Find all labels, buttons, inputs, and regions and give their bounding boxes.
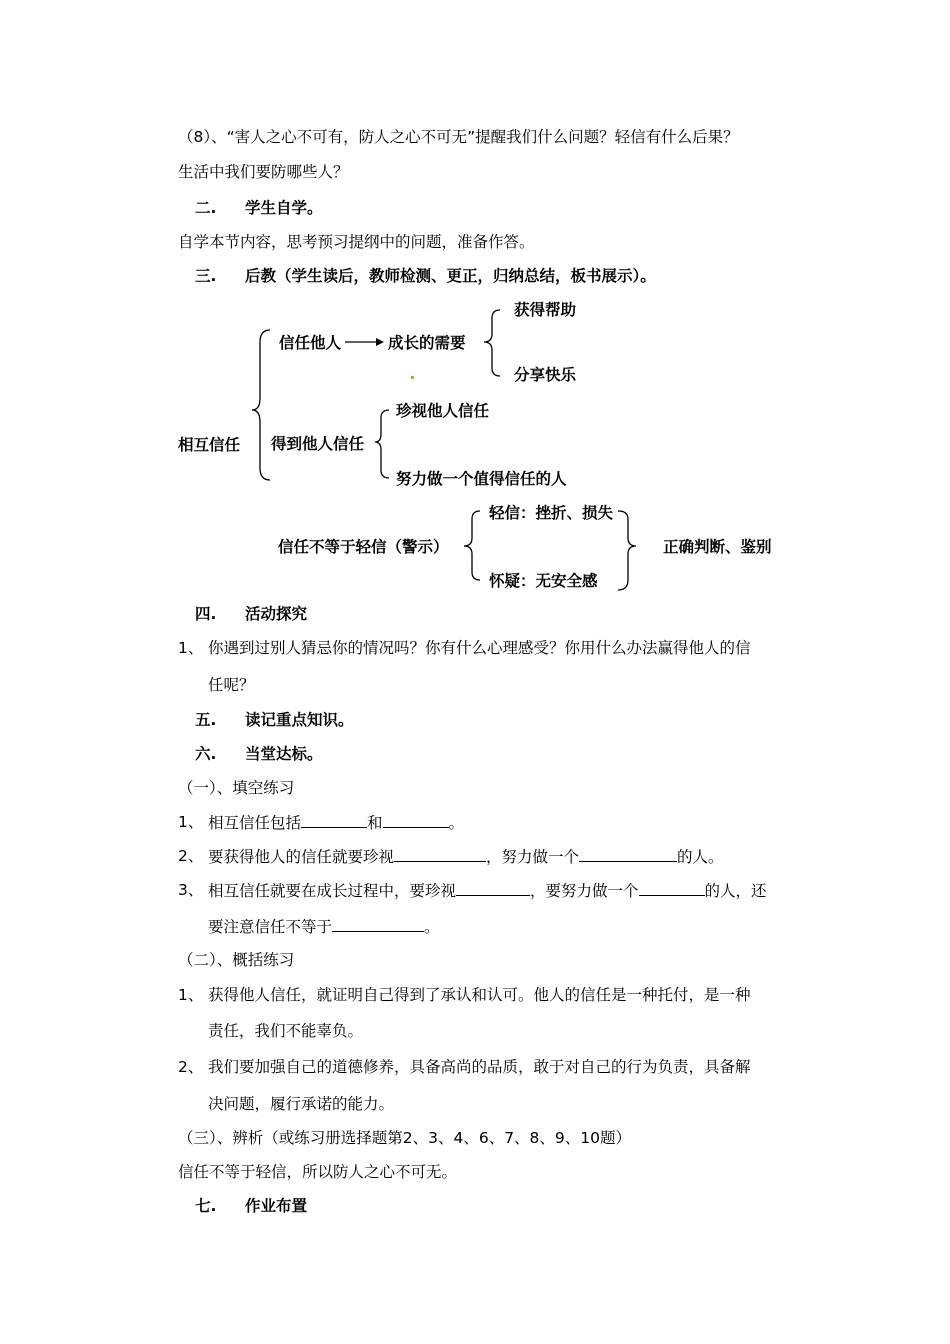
diagram-help: 获得帮助 [514,301,577,319]
sec5-title: 读记重点知识。 [245,711,354,729]
diagram-effort: 努力做一个值得信任的人 [396,470,567,488]
summary-item1-line2: 责任，我们不能辜负。 [208,1022,364,1040]
fill-q2-b: ，努力做一个 [486,848,580,866]
fill-q3-blank2[interactable] [639,880,705,896]
fill-q3-num: 3、 [178,881,204,899]
diagram-root: 相互信任 [178,436,241,454]
fill-q1 [208,812,464,833]
sec3-num: 三. [195,267,217,285]
diagram-gullible: 轻信：挫折、损失 [489,504,614,522]
fill-q1-blank2[interactable] [383,812,449,828]
summary-item2-line1: 我们要加强自己的道德修养，具备高尚的品质，敢于对自己的行为负责，具备解 [208,1058,751,1076]
sec2-num: 二. [195,199,217,217]
sec4-item1-line2: 任呢？ [208,676,255,694]
diagram-not-equal: 信任不等于轻信（警示） [278,538,449,556]
sec7-num: 七. [195,1197,217,1215]
fill-q2-blank1[interactable] [394,846,486,862]
sec2-title: 学生自学。 [245,199,323,217]
fill-q2-c: 的人。 [677,848,724,866]
sec5-num: 五. [195,711,217,729]
fill-q1-blank1[interactable] [301,812,367,828]
analysis-body: 信任不等于轻信，所以防人之心不可无。 [178,1163,458,1181]
sec4-num: 四. [195,605,217,623]
need-brace [484,310,500,376]
sec4-title: 活动探究 [245,605,308,623]
fill-q3-a: 相互信任就要在成长过程中，要珍视 [208,882,457,900]
diagram-branch2: 得到他人信任 [271,435,365,453]
fill-q3-blank3[interactable] [332,916,424,932]
fill-q3-c: 的人，还 [704,882,767,900]
fill-q1-c: 。 [448,814,465,832]
fill-q3-d: 要注意信任不等于 [208,918,333,936]
diagram-cherish: 珍视他人信任 [396,402,490,420]
sec6-num: 六. [195,745,217,763]
sec7-title: 作业布置 [245,1197,308,1215]
stray-mark [411,376,414,379]
fill-q1-num: 1、 [178,813,204,831]
q8-line1: （8）、“害人之心不可有，防人之心不可无”提醒我们什么问题？轻信有什么后果？ [178,128,739,146]
fill-q2-num: 2、 [178,847,204,865]
fill-q1-a: 相互信任包括 [208,814,302,832]
root-brace [252,330,270,480]
diagram-joy: 分享快乐 [514,366,577,384]
diagram-judge: 正确判断、鉴别 [663,538,772,556]
fill-q3-b: ，要努力做一个 [530,882,639,900]
summary-item1-line1: 获得他人信任，就证明自己得到了承认和认可。他人的信任是一种托付，是一种 [208,986,751,1004]
q8-line2: 生活中我们要防哪些人？ [178,163,349,181]
diagram-branch1: 信任他人 [279,334,342,352]
branch2-brace [375,410,389,478]
fill-heading: （一）、填空练习 [178,779,295,797]
diagram-doubt: 怀疑：无安全感 [489,572,598,590]
sec2-body: 自学本节内容，思考预习提纲中的问题，准备作答。 [178,233,535,251]
fill-q1-b: 和 [367,814,383,832]
fill-q3-blank1[interactable] [456,880,530,896]
fill-q2-blank2[interactable] [579,846,677,862]
not-equal-brace [464,511,480,580]
summary-item1-num: 1、 [178,986,204,1004]
judge-brace [618,511,636,590]
fill-q3-line1 [208,880,767,901]
sec4-item1-num: 1、 [178,639,204,657]
fill-q2-a: 要获得他人的信任就要珍视 [208,848,395,866]
diagram-need: 成长的需要 [388,334,466,352]
analysis-heading: （三）、辨析（或练习册选择题第2、3、4、6、7、8、9、10题） [178,1129,632,1147]
sec3-title: 后教（学生读后，教师检测、更正，归纳总结，板书展示）。 [245,267,656,285]
summary-heading: （二）、概括练习 [178,951,295,969]
sec6-title: 当堂达标。 [245,745,323,763]
fill-q3-line2 [208,916,440,937]
fill-q2 [208,846,724,867]
summary-item2-num: 2、 [178,1058,204,1076]
fill-q3-e: 。 [424,918,440,936]
summary-item2-line2: 决问题，履行承诺的能力。 [208,1095,395,1113]
sec4-item1-line1: 你遇到过别人猜忌你的情况吗？你有什么心理感受？你用什么办法赢得他人的信 [208,639,751,657]
arrow-head [376,338,384,346]
